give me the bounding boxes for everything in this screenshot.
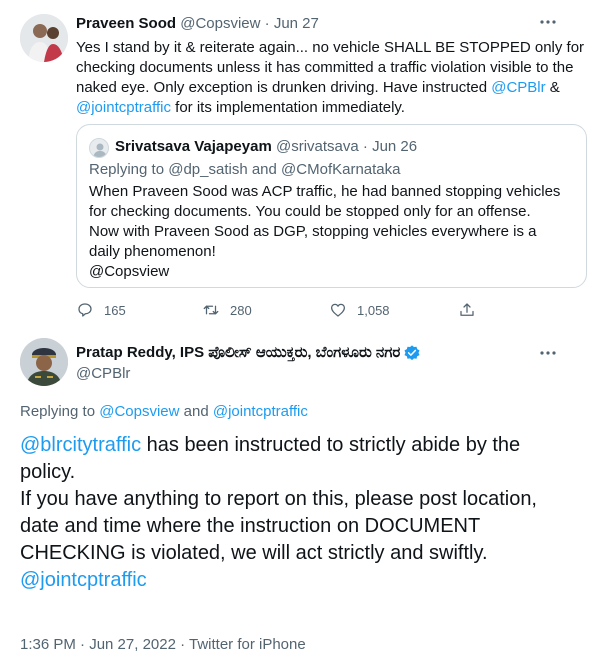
avatar-placeholder-icon	[90, 139, 109, 158]
author-name[interactable]: Pratap Reddy, IPS ಪೊಲೀಸ್ ಆಯುಕ್ತರು, ಬೆಂಗಳೂರು ನಗರ	[76, 344, 401, 361]
quoted-mention: @Copsview	[89, 263, 170, 280]
author-handle[interactable]: @Copsview	[180, 15, 261, 32]
tweet-text-part: for its implementation immediately.	[171, 99, 405, 116]
quoted-tweet-text	[89, 182, 569, 282]
more-icon	[538, 12, 558, 32]
retweet-icon	[202, 301, 220, 319]
avatar[interactable]	[20, 338, 68, 386]
verified-badge-icon	[403, 344, 421, 362]
tweet-text	[76, 38, 586, 118]
replying-to-user[interactable]: @jointcptraffic	[212, 403, 308, 420]
replying-to-and: and	[179, 403, 213, 420]
mention-link[interactable]: @CPBlr	[491, 79, 546, 96]
mention-link[interactable]: @jointcptraffic	[76, 99, 171, 116]
tweet-text-part: has been instructed to strictly abide by the policy.	[20, 434, 521, 483]
tweet-paragraph: If you have anything to report on this, please post location, date and time where the instruction on DOCUMENT CHECKING is violated, we will act strictly and swiftly.	[20, 488, 537, 564]
replying-to	[89, 160, 401, 180]
mention-link[interactable]: @blrcitytraffic	[20, 434, 142, 456]
like-count: 1,058	[357, 302, 390, 318]
avatar[interactable]	[89, 138, 109, 158]
quoted-tweet-header	[115, 137, 417, 157]
more-options-button[interactable]	[536, 343, 560, 363]
replying-to	[20, 402, 308, 422]
replying-to-label: Replying to	[89, 161, 169, 178]
tweet-timestamp[interactable]: 1:36 PM · Jun 27, 2022 · Twitter for iPhone	[20, 636, 306, 653]
avatar[interactable]	[20, 14, 68, 62]
author-name[interactable]: Praveen Sood	[76, 15, 177, 32]
tweet-header	[76, 343, 421, 363]
reply-button[interactable]	[76, 300, 126, 320]
retweet-button[interactable]	[202, 300, 252, 320]
mention-link[interactable]: @jointcptraffic	[20, 569, 147, 591]
separator-dot: ·	[264, 15, 270, 32]
reply-icon	[76, 301, 94, 319]
avatar-photo-icon	[20, 338, 68, 386]
quoted-line: When Praveen Sood was ACP traffic, he had banned stopping vehicles for checking documents. You could be stopped only for an offense.	[89, 183, 561, 220]
like-button[interactable]	[329, 300, 390, 320]
replying-to-user[interactable]: @Copsview	[99, 403, 180, 420]
share-button[interactable]	[458, 300, 486, 320]
replying-to-user[interactable]: @dp_satish	[168, 161, 248, 178]
tweet-text-part: &	[545, 79, 560, 96]
quoted-line: Now with Praveen Sood as DGP, stopping vehicles everywhere is a daily phenomenon!	[89, 223, 537, 260]
reply-count: 165	[104, 302, 126, 318]
author-name[interactable]: Srivatsava Vajapeyam	[115, 138, 272, 155]
replying-to-label: Replying to	[20, 403, 100, 420]
main-tweet-text	[20, 432, 580, 594]
quoted-tweet[interactable]	[76, 124, 587, 288]
tweet-date[interactable]: Jun 26	[372, 138, 418, 155]
tweet-paragraph	[20, 432, 580, 486]
replying-to-user[interactable]: @CMofKarnataka	[281, 161, 401, 178]
share-icon	[458, 301, 476, 319]
separator-dot: ·	[362, 138, 368, 155]
tweet-header	[76, 14, 319, 34]
author-handle[interactable]: @CPBlr	[76, 365, 131, 382]
retweet-count: 280	[230, 302, 252, 318]
tweet-text-part: Yes I stand by it & reiterate again... no vehicle SHALL BE STOPPED only for checking documents unless it has committed a traffic violation visible to the naked eye. Only exception is drunken driving. Have instructed	[76, 39, 585, 96]
more-options-button[interactable]	[536, 12, 560, 32]
tweet-date[interactable]: Jun 27	[273, 15, 319, 32]
avatar-photo-icon	[20, 14, 68, 62]
author-handle[interactable]: @srivatsava	[275, 138, 359, 155]
more-icon	[538, 343, 558, 363]
tweet-paragraph	[20, 567, 580, 594]
replying-to-and: and	[247, 161, 282, 178]
like-icon	[329, 301, 347, 319]
